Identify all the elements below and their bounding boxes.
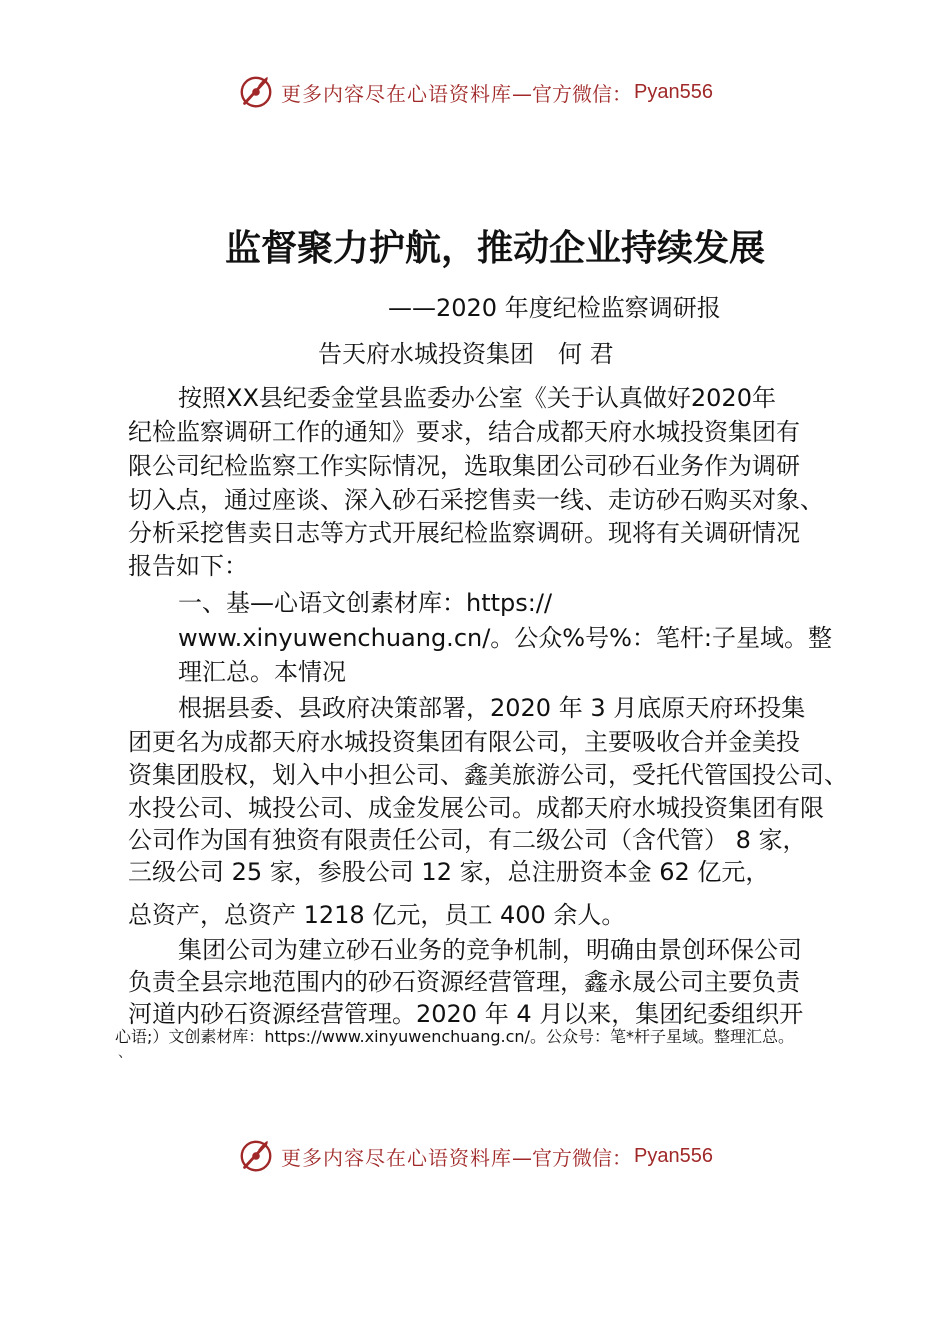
bottom-banner (0, 1136, 950, 1176)
banner-text: 更多内容尽在心语资料库 (281, 1145, 513, 1170)
banner-separator: —官方微信： (512, 1145, 633, 1170)
body-line: 根据县委、县政府决策部署，2020 年 3 月底原天府环投集 (178, 694, 806, 722)
section-heading-line: 一、基—心语文创素材库：https:// (178, 589, 553, 617)
body-line: 分析采挖售卖日志等方式开展纪检监察调研。现将有关调研情况 (128, 519, 800, 547)
body-line: 按照XX县纪委金堂县监委办公室《关于认真做好2020年 (178, 384, 776, 412)
section-heading-line: www.xinyuwenchuang.cn/。公众%号%：笔杆:子星域。整 (178, 624, 832, 652)
footnote-mark: 、 (118, 1045, 132, 1061)
quill-logo-icon (237, 1137, 275, 1175)
body-line: 河道内砂石资源经营管理。2020 年 4 月以来，集团纪委组织开 (128, 1000, 804, 1028)
body-line: 三级公司 25 家，参股公司 12 家，总注册资本金 62 亿元， (128, 858, 770, 886)
banner-text: 更多内容尽在心语资料库 (281, 81, 513, 106)
body-line: 资集团股权，划入中小担公司、鑫美旅游公司，受托代管国投公司、 (128, 761, 848, 789)
body-line: 负责全县宗地范围内的砂石资源经营管理，鑫永晟公司主要负责 (128, 968, 800, 996)
document-subtitle: ——2020 年度纪检监察调研报 (388, 294, 721, 322)
body-line: 集团公司为建立砂石业务的竞争机制，明确由景创环保公司 (178, 936, 802, 964)
body-line: 团更名为成都天府水城投资集团有限公司，主要吸收合并金美投 (128, 728, 800, 756)
body-line: 报告如下： (128, 552, 248, 580)
body-line: 水投公司、城投公司、成金发展公司。成都天府水城投资集团有限 (128, 794, 824, 822)
footnote: 心语;）文创素材库：https://www.xinyuwenchuang.cn/。公众号：笔*杆子星域。整理汇总。 (115, 1027, 794, 1046)
document-title: 监督聚力护航，推动企业持续发展 (224, 227, 765, 269)
banner-wechat-handle: Pyan556 (634, 1144, 713, 1167)
body-line: 总资产，总资产 1218 亿元，员工 400 余人。 (128, 901, 626, 929)
body-line: 公司作为国有独资有限责任公司，有二级公司（含代管） 8 家， (128, 826, 807, 854)
body-line: 限公司纪检监察工作实际情况，选取集团公司砂石业务作为调研 (128, 452, 800, 480)
quill-logo-icon (237, 73, 275, 111)
banner-wechat-handle: Pyan556 (634, 80, 713, 103)
section-heading-line: 理汇总。本情况 (178, 658, 346, 686)
banner-separator: —官方微信： (512, 81, 633, 106)
body-line: 纪检监察调研工作的通知》要求，结合成都天府水城投资集团有 (128, 418, 800, 446)
document-subtitle-author: 告天府水城投资集团 何 君 (318, 340, 614, 368)
top-banner (0, 72, 950, 112)
body-line: 切入点，通过座谈、深入砂石采挖售卖一线、走访砂石购买对象、 (128, 486, 824, 514)
